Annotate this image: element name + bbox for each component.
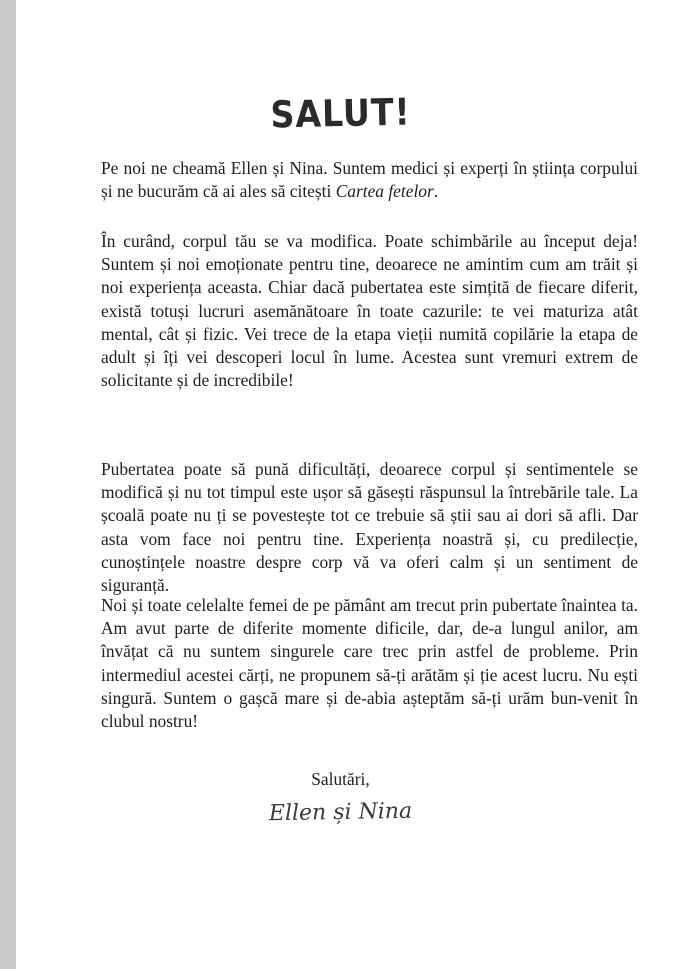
book-title: Cartea fetelor	[335, 181, 434, 202]
paragraph-intro	[101, 157, 638, 203]
closing-greeting: Salutări,	[311, 769, 370, 789]
paragraph-intro-text: Pe noi ne cheamă Ellen și Nina. Suntem medici și experți în știința corpului și ne bucurăm că ai ales să citești	[101, 158, 638, 202]
paragraph-not-alone: Noi și toate celelalte femei de pe pământ am trecut prin pubertate înaintea ta. Am avut parte de diferite momente dificile, dar, de-a lungul anilor, am învățat că nu suntem singurele care trec prin astfel de probleme. Prin intermediul acestei cărți, ne propunem să-ți arătăm și ție acest lucru. Nu ești singură. Suntem o gașcă mare și de-abia așteptăm să-ți urăm bun-venit în clubul nostru!	[101, 595, 638, 732]
paragraph-difficulties: Pubertatea poate să pună dificultăți, deoarece corpul și sentimentele se modifică și nu tot timpul este ușor să găsești răspunsul la întrebările tale. La școală poate nu ți se povestește tot ce trebuie să știi sau ai dori să afli. Dar asta vom face noi pentru tine. Experiența noastră și, cu predilecție, cunoștințele noastre despre corp vă va oferi calm și un sentiment de siguranță.	[101, 459, 638, 596]
signature: Ellen și Nina	[268, 798, 413, 827]
page-title: SALUT!	[269, 90, 411, 137]
paragraph-changes: În curând, corpul tău se va modifica. Poate schimbările au început deja! Suntem și noi emoționate pentru tine, deoarece ne amintim cum am trăit și noi experiența aceasta. Chiar dacă pubertatea este simțită de fiecare diferit, există totuși lucruri asemănătoare în toate cazurile: te vei maturiza atât mental, cât și fizic. Vei trece de la etapa vieții numită copilărie la etapa de adult și îți vei descoperi locul în lume. Acestea sunt vremuri extrem de solicitante și de incredibile!	[101, 231, 638, 391]
paragraph-intro-end: .	[433, 181, 439, 202]
